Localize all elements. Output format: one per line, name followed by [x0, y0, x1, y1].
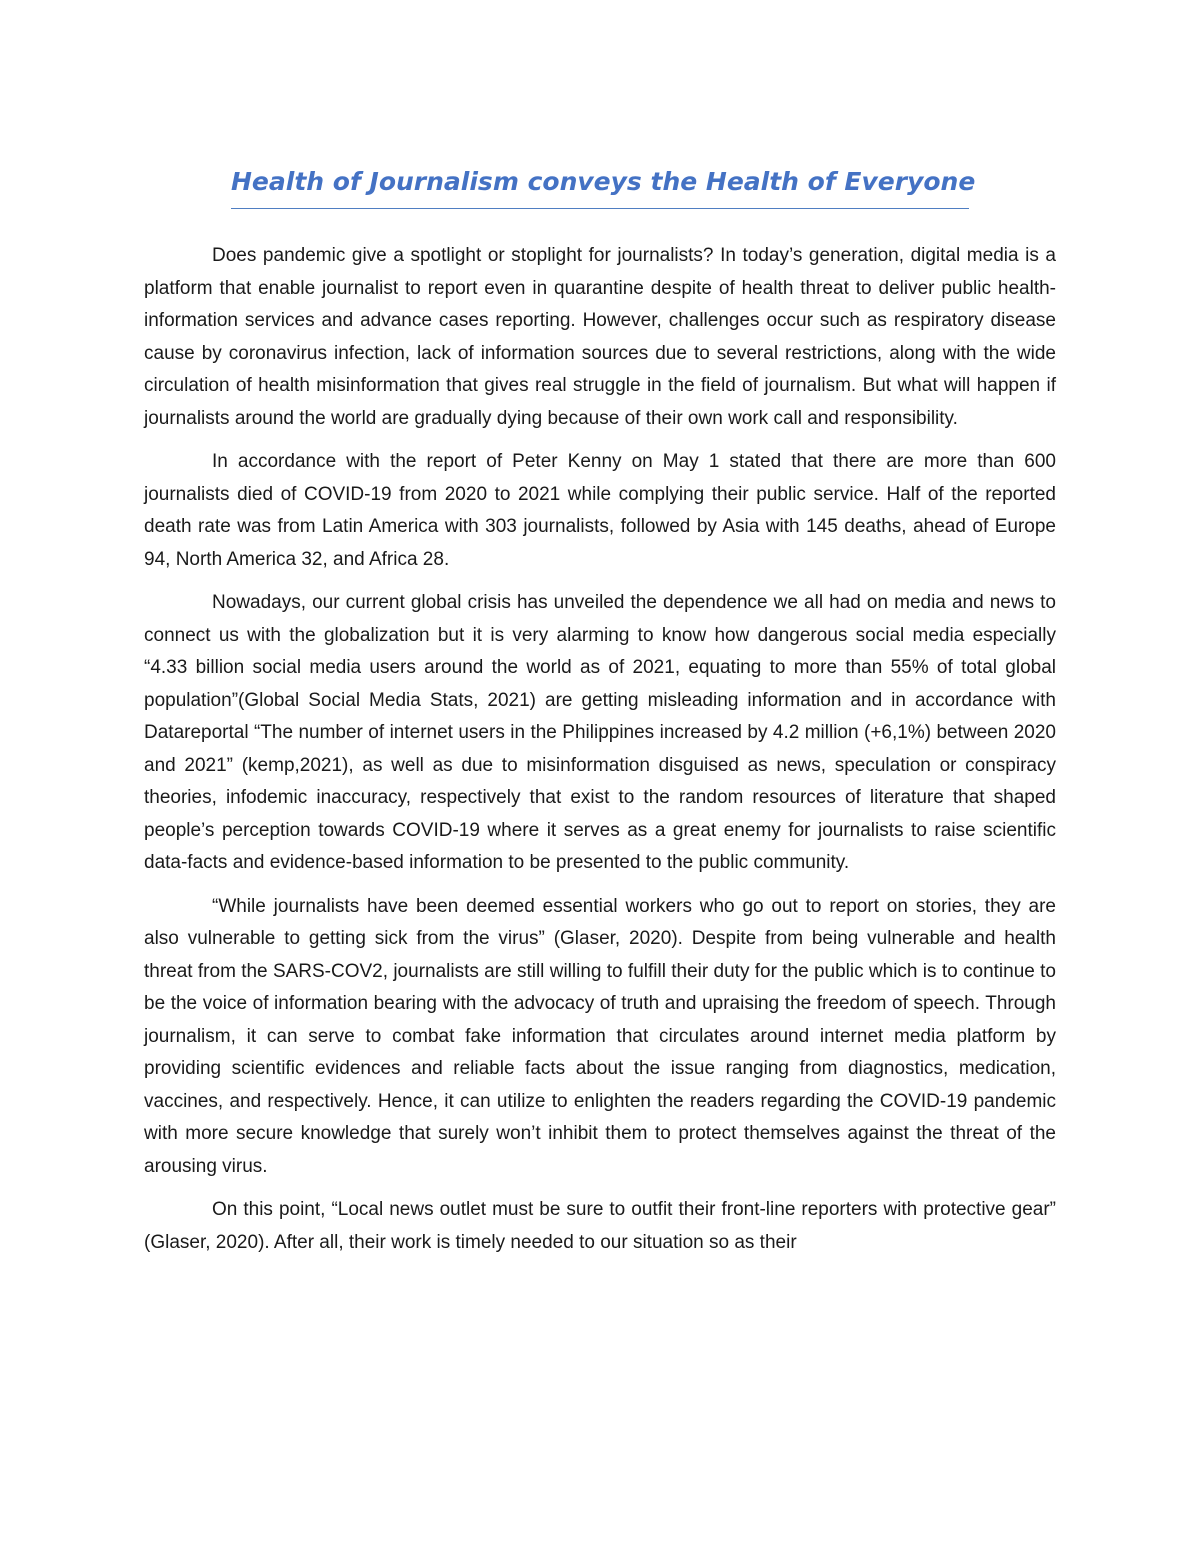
paragraph-4: “While journalists have been deemed essential workers who go out to report on stories, they are also vulnerable to getting sick from the virus” (Glaser, 2020). Despite from being vulnerable and health threat from the SARS-COV2, journalists are still willing to fulfill their duty for the public which is to continue to be the voice of information bearing with the advocacy of truth and upraising the freedom of speech. Through journalism, it can serve to combat fake information that circulates around internet media platform by providing scientific evidences and reliable facts about the issue ranging from diagnostics, medication, vaccines, and respectively. Hence, it can utilize to enlighten the readers regarding the COVID-19 pandemic with more secure knowledge that surely won’t inhibit them to protect themselves against the threat of the arousing virus. — [144, 895, 1056, 1177]
paragraph-5: On this point, “Local news outlet must be sure to outfit their front-line reporters with protective gear” (Glaser, 2020). After all, their work is timely needed to our situation so as their — [144, 1199, 1056, 1253]
paragraph-3: Nowadays, our current global crisis has unveiled the dependence we all had on media and news to connect us with the globalization but it is very alarming to know how dangerous social media especially “4.33 billion social media users around the world as of 2021, equating to more than 55% of total global population”(Global Social Media Stats, 2021) are getting misleading information and in accordance with Datareportal “The number of internet users in the Philippines increased by 4.2 million (+6,1%) between 2020 and 2021” (kemp,2021), as well as due to misinformation disguised as news, speculation or conspiracy theories, infodemic inaccuracy, respectively that exist to the random resources of literature that shaped people’s perception towards COVID-19 where it serves as a great enemy for journalists to raise scientific data-facts and evidence-based information to be presented to the public community. — [144, 592, 1056, 873]
title-block — [231, 160, 976, 209]
document-title: Health of Journalism conveys the Health of Everyone — [231, 167, 976, 196]
document-body — [144, 240, 1056, 1270]
paragraph-1: Does pandemic give a spotlight or stoplight for journalists? In today’s generation, digital media is a platform that enable journalist to report even in quarantine despite of health threat to deliver public health-information services and advance cases reporting. However, challenges occur such as respiratory disease cause by coronavirus infection, lack of information sources due to several restrictions, along with the wide circulation of health misinformation that gives real struggle in the field of journalism. But what will happen if journalists around the world are gradually dying because of their own work call and responsibility. — [144, 245, 1056, 429]
paragraph-2: In accordance with the report of Peter Kenny on May 1 stated that there are more than 600 journalists died of COVID-19 from 2020 to 2021 while complying their public service. Half of the reported death rate was from Latin America with 303 journalists, followed by Asia with 145 deaths, ahead of Europe 94, North America 32, and Africa 28. — [144, 451, 1056, 570]
